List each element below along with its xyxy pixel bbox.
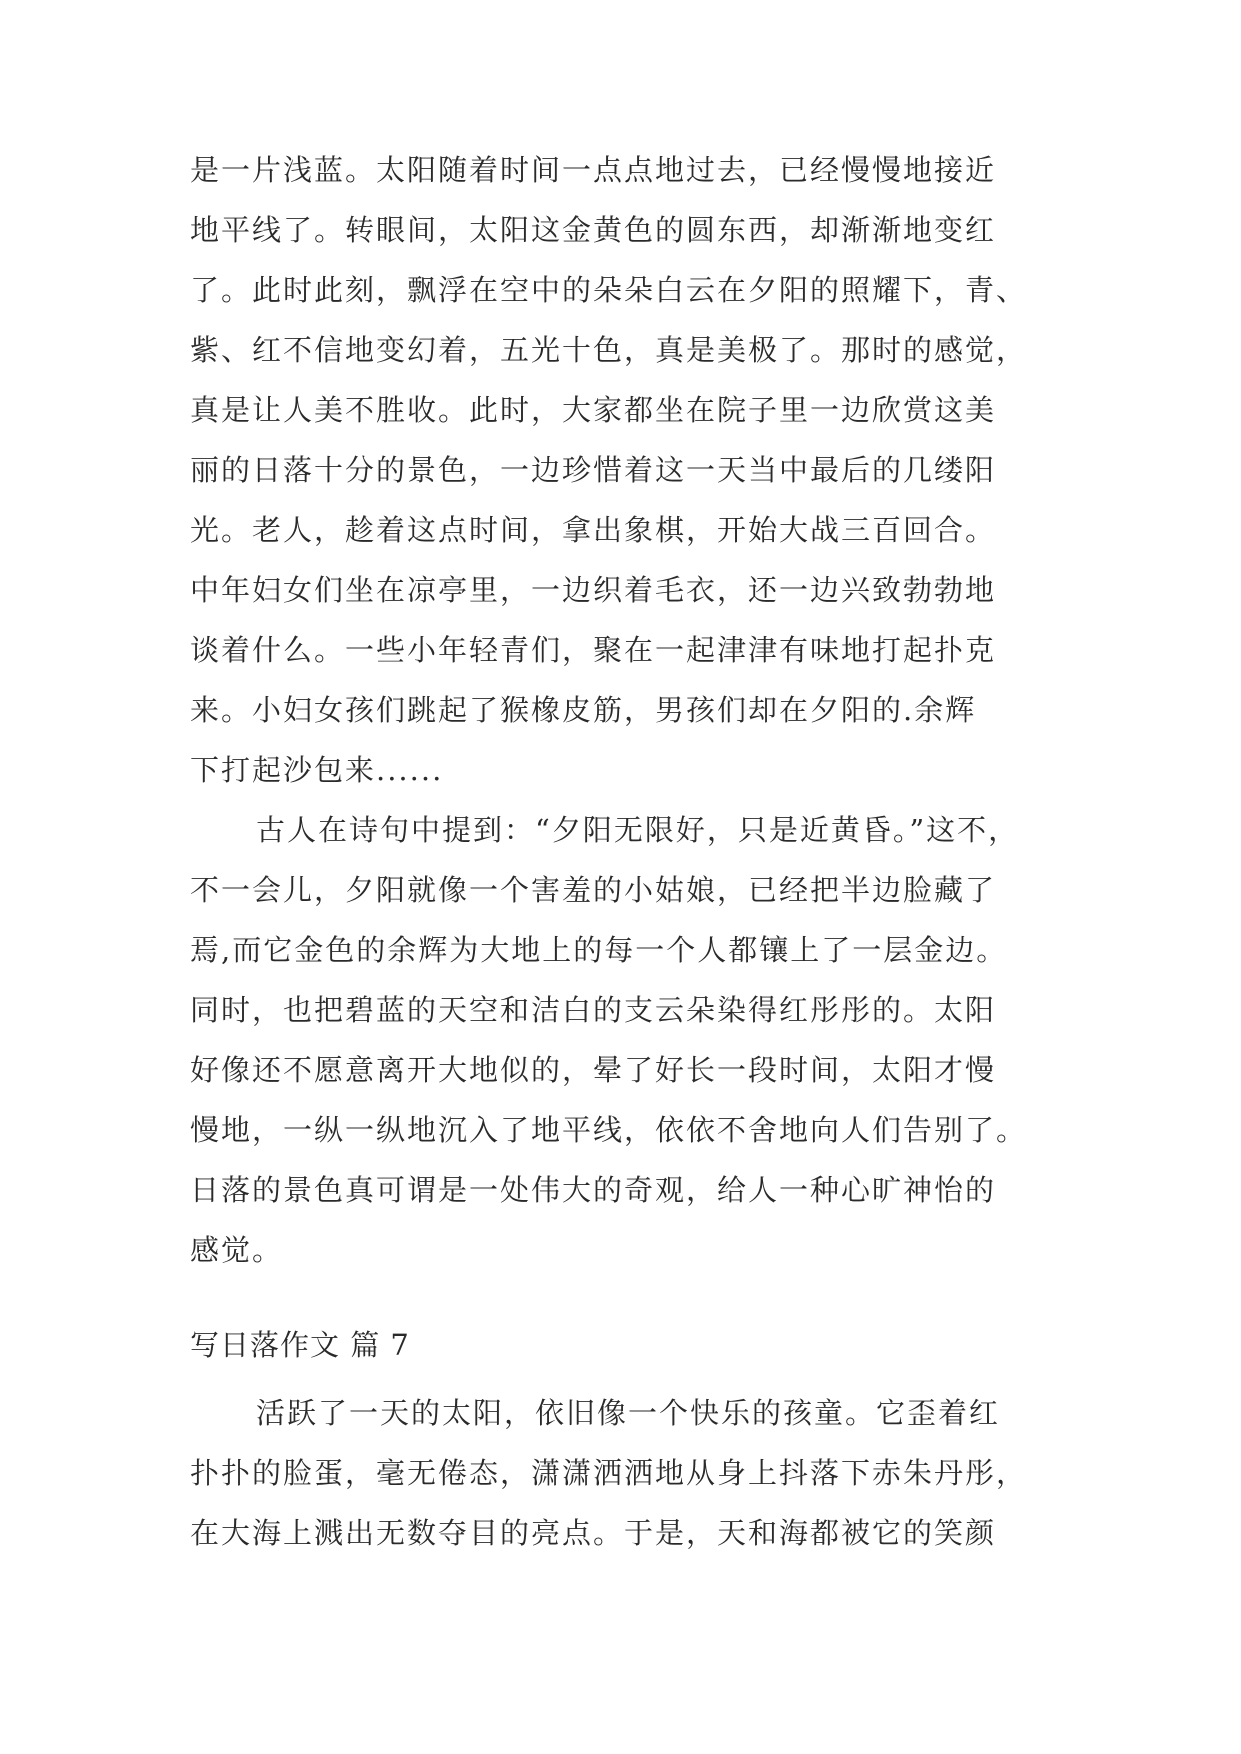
text-line: 扑扑的脸蛋，毫无倦态，潇潇洒洒地从身上抖落下赤朱丹彤， (190, 1456, 1028, 1490)
paragraph-2 (190, 800, 1070, 1280)
text-line: 是一片浅蓝。太阳随着时间一点点地过去，已经慢慢地接近 (190, 153, 997, 187)
text-line: 丽的日落十分的景色，一边珍惜着这一天当中最后的几缕阳 (190, 453, 997, 487)
text-line: 焉,而它金色的余辉为大地上的每一个人都镶上了一层金边。 (190, 933, 1008, 967)
text-line: 慢地，一纵一纵地沉入了地平线，依依不舍地向人们告别了。 (190, 1113, 1028, 1147)
text-line: 好像还不愿意离开大地似的，晕了好长一段时间，太阳才慢 (190, 1053, 997, 1087)
text-line: 在大海上溅出无数夺目的亮点。于是，天和海都被它的笑颜 (190, 1516, 997, 1550)
paragraph-3 (190, 1383, 1070, 1563)
text-line: 真是让人美不胜收。此时，大家都坐在院子里一边欣赏这美 (190, 393, 997, 427)
text-line: 了。此时此刻，飘浮在空中的朵朵白云在夕阳的照耀下，青、 (190, 273, 1028, 307)
section-heading: 写日落作文 篇 7 (190, 1328, 410, 1362)
section-heading-block (190, 1315, 1070, 1375)
paragraph-1 (190, 140, 1070, 800)
text-line: 古人在诗句中提到：“夕阳无限好，只是近黄昏。”这不， (256, 813, 1020, 847)
text-line: 中年妇女们坐在凉亭里，一边织着毛衣，还一边兴致勃勃地 (190, 573, 997, 607)
text-line: 活跃了一天的太阳，依旧像一个快乐的孩童。它歪着红 (256, 1396, 1001, 1430)
text-line: 下打起沙包来...... (190, 753, 444, 787)
text-line: 来。小妇女孩们跳起了猴橡皮筋，男孩们却在夕阳的.余辉 (190, 693, 977, 727)
text-line: 紫、红不信地变幻着，五光十色，真是美极了。那时的感觉， (190, 333, 1028, 367)
text-line: 光。老人，趁着这点时间，拿出象棋，开始大战三百回合。 (190, 513, 997, 547)
text-line: 日落的景色真可谓是一处伟大的奇观，给人一种心旷神怡的 (190, 1173, 997, 1207)
text-line: 谈着什么。一些小年轻青们，聚在一起津津有味地打起扑克 (190, 633, 997, 667)
text-line: 感觉。 (190, 1233, 284, 1267)
text-line: 不一会儿，夕阳就像一个害羞的小姑娘，已经把半边脸藏了 (190, 873, 997, 907)
text-line: 地平线了。转眼间，太阳这金黄色的圆东西，却渐渐地变红 (190, 213, 997, 247)
text-line: 同时，也把碧蓝的天空和洁白的支云朵染得红彤彤的。太阳 (190, 993, 997, 1027)
